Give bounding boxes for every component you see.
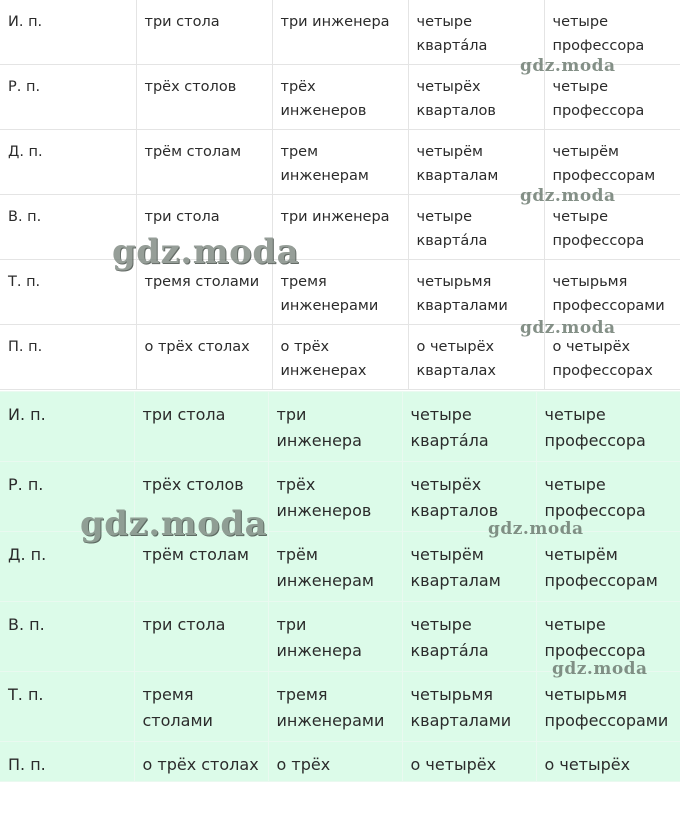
table-cell: четырьмя кварталами <box>402 672 536 742</box>
table-cell: три инженера <box>272 0 408 64</box>
table-cell: три стола <box>136 0 272 64</box>
watermark: gdz.moda <box>80 504 268 544</box>
table-cell: четырём профессорам <box>544 129 680 194</box>
watermark: gdz.moda <box>520 186 616 206</box>
watermark: gdz.moda <box>488 519 584 539</box>
table-cell: о трёх <box>268 742 402 782</box>
table-cell: четыре квартáла <box>408 0 544 64</box>
table-cell: четыре квартáла <box>408 194 544 259</box>
table-cell: три стола <box>134 602 268 672</box>
table-row <box>0 742 680 782</box>
table-cell: три стола <box>136 194 272 259</box>
table-cell: три инженера <box>268 392 402 462</box>
table-cell: о четырёх <box>536 742 680 782</box>
table-cell: трём столам <box>134 532 268 602</box>
table-row <box>0 672 680 742</box>
table-cell: трёх инженеров <box>268 462 402 532</box>
table-row <box>0 129 680 194</box>
case-label-cell: Д. п. <box>0 532 134 602</box>
case-label-cell: Р. п. <box>0 64 136 129</box>
table-cell: тремя столами <box>136 259 272 324</box>
table-cell: о трёх столах <box>134 742 268 782</box>
table-row <box>0 462 680 532</box>
table-row <box>0 259 680 324</box>
case-label-cell: П. п. <box>0 742 134 782</box>
table-cell: о трёх столах <box>136 324 272 389</box>
table-cell: о четырёх <box>402 742 536 782</box>
case-label-cell: И. п. <box>0 392 134 462</box>
table-cell: о трёх инженерах <box>272 324 408 389</box>
table-cell: трёх столов <box>134 462 268 532</box>
table-cell: три стола <box>134 392 268 462</box>
case-label-cell: Т. п. <box>0 259 136 324</box>
case-label-cell: В. п. <box>0 602 134 672</box>
table-row <box>0 324 680 389</box>
case-label-cell: Д. п. <box>0 129 136 194</box>
table-cell: четыре профессора <box>544 64 680 129</box>
table-cell: четырьмя профессорами <box>544 259 680 324</box>
table-cell: четыре профессора <box>544 0 680 64</box>
table-cell: трём столам <box>136 129 272 194</box>
table-cell: трём инженерам <box>268 532 402 602</box>
table-cell: три инженера <box>272 194 408 259</box>
watermark: gdz.moda <box>520 56 616 76</box>
table-cell: тремя инженерами <box>272 259 408 324</box>
table-row <box>0 392 680 462</box>
table-cell: о четырёх кварталах <box>408 324 544 389</box>
table-cell: трёх столов <box>136 64 272 129</box>
table-cell: четырём профессорам <box>536 532 680 602</box>
case-label-cell: Р. п. <box>0 462 134 532</box>
case-label-cell: Т. п. <box>0 672 134 742</box>
table-cell: трёх инженеров <box>272 64 408 129</box>
table-row <box>0 64 680 129</box>
watermark: gdz.moda <box>520 318 616 338</box>
table-cell: четыре квартáла <box>402 392 536 462</box>
watermark: gdz.moda <box>552 659 648 679</box>
declension-table-top <box>0 0 680 390</box>
table-cell: четырём кварталам <box>408 129 544 194</box>
table-cell: четырьмя профессорами <box>536 672 680 742</box>
watermark: gdz.moda <box>112 232 300 272</box>
table-cell: четырёх кварталов <box>402 462 536 532</box>
table-cell: три инженера <box>268 602 402 672</box>
table-cell: четырьмя кварталами <box>408 259 544 324</box>
table-cell: тремя столами <box>134 672 268 742</box>
table-row <box>0 0 680 64</box>
table-row <box>0 194 680 259</box>
table-cell: четыре профессора <box>544 194 680 259</box>
case-label-cell: В. п. <box>0 194 136 259</box>
table-row <box>0 532 680 602</box>
table-cell: четыре профессора <box>536 392 680 462</box>
table-cell: четыре профессора <box>536 602 680 672</box>
declension-table-bottom <box>0 391 680 782</box>
table-cell: трем инженерам <box>272 129 408 194</box>
case-label-cell: П. п. <box>0 324 136 389</box>
table-cell: тремя инженерами <box>268 672 402 742</box>
case-label-cell: И. п. <box>0 0 136 64</box>
table-cell: четыре квартáла <box>402 602 536 672</box>
table-cell: четырём кварталам <box>402 532 536 602</box>
table-cell: четырёх кварталов <box>408 64 544 129</box>
table-cell: о четырёх профессорах <box>544 324 680 389</box>
table-row <box>0 602 680 672</box>
table-cell: четыре профессора <box>536 462 680 532</box>
